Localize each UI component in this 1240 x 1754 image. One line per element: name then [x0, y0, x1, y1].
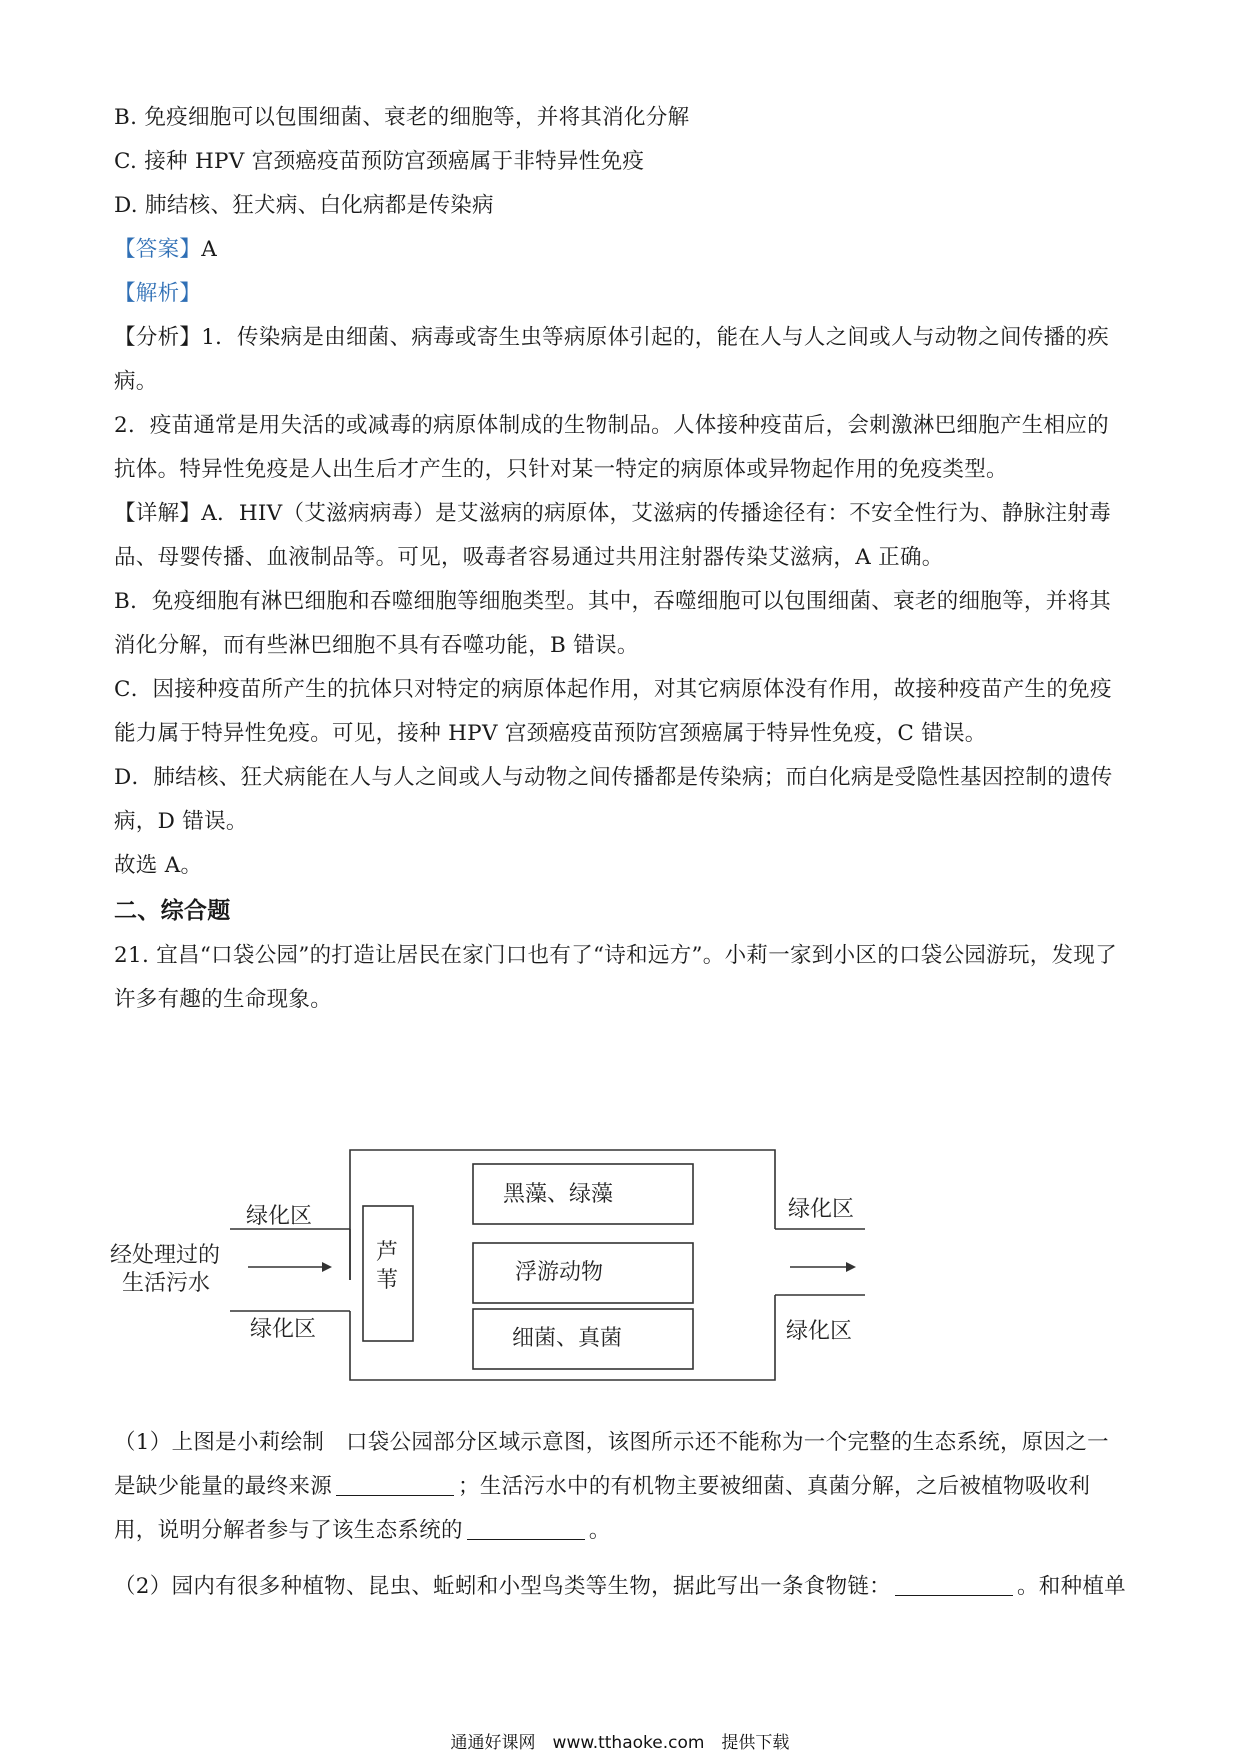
sub1-line-3: [114, 1516, 1124, 1546]
fenxi-line-1-end: 病。: [114, 369, 158, 394]
sub1-line-2: [114, 1472, 1124, 1502]
sub1-text-b2: ；生活污水中的有机物主要被细菌、真菌分解，之后被植物吸收利: [458, 1474, 1091, 1499]
answer-line: [114, 235, 1124, 265]
fenxi-line-2: 2．疫苗通常是用失活的或减毒的病原体制成的生物制品。人体接种疫苗后，会刺激淋巴细胞产生相应的: [114, 413, 1109, 438]
sub2-line-1: [114, 1572, 1124, 1602]
answer-blank-energy[interactable]: [336, 1473, 454, 1496]
detail-conclusion: 故选 A。: [114, 853, 203, 878]
detail-text-a1: A．HIV（艾滋病病毒）是艾滋病的病原体，艾滋病的传播途径有：不安全性行为、静脉注射毒: [201, 501, 1111, 526]
section-title: 二、综合题: [114, 897, 231, 924]
sub1-text-c1: 用，说明分解者参与了该生态系统的: [114, 1518, 463, 1543]
detail-line-d2: 病，D 错误。: [114, 809, 248, 834]
fenxi-text-1: 1．传染病是由细菌、病毒或寄生虫等病原体引起的，能在人与人之间或人与动物之间传播的疾: [201, 325, 1109, 350]
detail-line-b1: B．免疫细胞有淋巴细胞和吞噬细胞等细胞类型。其中，吞噬细胞可以包围细菌、衰老的细胞等，并将其: [114, 589, 1112, 614]
park-diagram: [110, 1135, 880, 1395]
microbe-label: 细菌、真菌: [512, 1326, 623, 1351]
detail-tag: 【详解】: [114, 501, 202, 526]
fenxi-line-2-end: 抗体。特异性免疫是人出生后才产生的，只针对某一特定的病原体或异物起作用的免疫类型。: [114, 457, 1008, 482]
detail-line-a2: 品、母婴传播、血液制品等。可见，吸毒者容易通过共用注射器传染艾滋病，A 正确。: [114, 545, 944, 570]
green-zone-right-top: 绿化区: [788, 1197, 855, 1222]
plankton-label: 浮游动物: [515, 1260, 604, 1285]
detail-line-b2: 消化分解，而有些淋巴细胞不具有吞噬功能，B 错误。: [114, 633, 639, 658]
green-zone-left-top: 绿化区: [246, 1204, 313, 1229]
detail-line-a1: [114, 499, 1124, 529]
input-label-1: 经处理过的: [110, 1243, 221, 1268]
outlet-arrow-head: [846, 1262, 856, 1272]
input-label-2: 生活污水: [122, 1271, 211, 1296]
option-d: D. 肺结核、狂犬病、白化病都是传染病: [114, 193, 494, 218]
green-zone-left-bottom: 绿化区: [250, 1317, 317, 1342]
answer-blank-food-chain[interactable]: [895, 1573, 1013, 1596]
sub1-text-c2: 。: [588, 1518, 611, 1543]
page-footer: 通通好课网 www.tthaoke.com 提供下载: [450, 1733, 790, 1753]
detail-line-c1: C．因接种疫苗所产生的抗体只对特定的病原体起作用，对其它病原体没有作用，故接种疫苗产生的免疫: [114, 677, 1112, 702]
fenxi-line-1: [114, 323, 1124, 353]
green-zone-right-bottom: 绿化区: [786, 1319, 853, 1344]
detail-line-c2: 能力属于特异性免疫。可见，接种 HPV 宫颈癌疫苗预防宫颈癌属于特异性免疫，C 错误。: [114, 721, 987, 746]
q21-line-1: 21. 宜昌“口袋公园”的打造让居民在家门口也有了“诗和远方”。小莉一家到小区的口袋公园游玩，发现了: [114, 943, 1117, 968]
detail-line-d1: D．肺结核、狂犬病能在人与人之间或人与动物之间传播都是传染病；而白化病是受隐性基因控制的遗传: [114, 765, 1113, 790]
answer-value: A: [201, 237, 218, 262]
answer-blank-cycle[interactable]: [467, 1517, 585, 1540]
sub1-text-b1: 是缺少能量的最终来源: [114, 1474, 333, 1499]
reed-label-2: 苇: [376, 1268, 399, 1293]
sub1-line-1: （1）上图是小莉绘制 口袋公园部分区域示意图，该图所示还不能称为一个完整的生态系统，原因之一: [114, 1430, 1109, 1455]
reed-label-1: 芦: [376, 1240, 399, 1265]
answer-tag: 【答案】: [114, 237, 202, 262]
option-b: B. 免疫细胞可以包围细菌、衰老的细胞等，并将其消化分解: [114, 105, 690, 130]
fenxi-tag: 【分析】: [114, 325, 202, 350]
option-c: C. 接种 HPV 宫颈癌疫苗预防宫颈癌属于非特异性免疫: [114, 149, 645, 174]
algae-label: 黑藻、绿藻: [503, 1182, 614, 1207]
q21-line-2: 许多有趣的生命现象。: [114, 987, 333, 1012]
sub2-text-a1: （2）园内有很多种植物、昆虫、蚯蚓和小型鸟类等生物，据此写出一条食物链：: [114, 1574, 891, 1599]
analysis-tag: 【解析】: [114, 281, 202, 306]
sub2-text-a2: 。和种植单: [1016, 1574, 1126, 1599]
park-diagram-lines: [110, 1135, 880, 1395]
inlet-arrow-head: [322, 1262, 332, 1272]
